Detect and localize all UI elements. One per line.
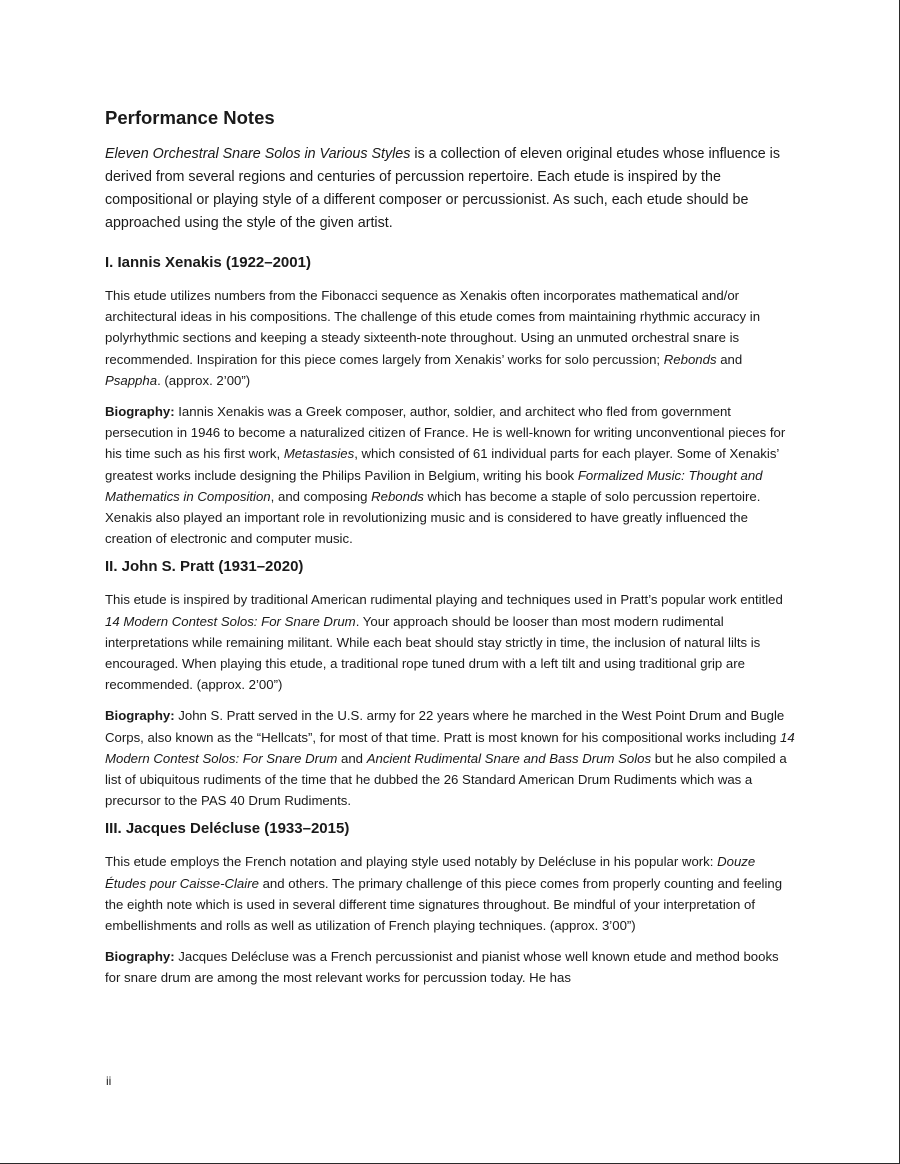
biography-label: Biography: [105,708,175,724]
page-content [105,104,795,995]
page-title: Performance Notes [105,107,275,128]
biography-label: Biography: [105,949,175,965]
section-heading: II. John S. Pratt (1931–2020) [105,558,304,576]
biography-paragraph: Biography: Iannis Xenakis was a Greek composer, author, soldier, and architect who fled from government persecution in 1946 to become a naturalized citizen of France. He is well-known for writing unconventional pieces for his time such as his first work, Metastasies, which consisted of 61 individual parts for each player. Some of Xenakis’ greatest works include designing the Philips Pavilion in Belgium, writing his book Formalized Music: Thought and Mathematics in Composition, and composing Rebonds which has become a staple of solo percussion repertoire. Xenakis also played an important role in revolutionizing music and is considered to have greatly influenced the creation of electronic and computer music. [105,404,786,547]
biography-paragraph: Biography: John S. Pratt served in the U.S. army for 22 years where he marched in the West Point Drum and Bugle Corps, also known as the “Hellcats”, for most of that time. Pratt is most known for his compositional works including 14 Modern Contest Solos: For Snare Drum and Ancient Rudimental Snare and Bass Drum Solos but he also compiled a list of ubiquitous rudiments of the time that he dubbed the 26 Standard American Drum Rudiments which was a precursor to the PAS 40 Drum Rudiments. [105,708,795,809]
section-heading: I. Iannis Xenakis (1922–2001) [105,254,311,271]
biography-paragraph: Biography: Jacques Delécluse was a French percussionist and pianist whose well known etude and method books for snare drum are among the most relevant works for percussion today. He has [105,949,779,986]
intro-paragraph: Eleven Orchestral Snare Solos in Various Styles is a collection of eleven original etudes whose influence is derived from several regions and centuries of percussion repertoire. Each etude is inspired by the compositional or playing style of a different composer or percussionist. As such, each etude should be approached using the style of the given artist. [105,146,780,231]
etude-description: This etude is inspired by traditional American rudimental playing and techniques used in Pratt’s popular work entitled 14 Modern Contest Solos: For Snare Drum. Your approach should be looser than most modern rudimental interpretations while remaining militant. While each beat should stay strictly in time, the inclusion of natural lilts is encouraged. When playing this etude, a traditional rope tuned drum with a left tilt and using traditional grip are recommended. (approx. 2’00”) [105,592,783,693]
etude-description: This etude utilizes numbers from the Fibonacci sequence as Xenakis often incorporates mathematical and/or architectural ideas in his compositions. The challenge of this etude comes from maintaining rhythmic accuracy in polyrhythmic sections and keeping a steady sixteenth-note throughout. Using an unmuted orchestral snare is recommended. Inspiration for this piece comes largely from Xenakis’ works for solo percussion; Rebonds and Psappha. (approx. 2’00”) [105,288,761,388]
intro-section [105,143,795,235]
section-pratt [105,555,795,811]
section-delecluse [105,817,795,988]
page-number: ii [106,1074,112,1088]
collection-title: Eleven Orchestral Snare Solos in Various Styles [105,146,411,162]
biography-label: Biography: [105,404,175,420]
etude-description: This etude employs the French notation and playing style used notably by Delécluse in his popular work: Douze Études pour Caisse-Claire and others. The primary challenge of this piece comes from properly counting and feeling the eighth note which is used in several different time signatures throughout. Be mindful of your interpretation of embellishments and rolls as well as utilization of French playing techniques. (approx. 3’00”) [105,854,783,934]
section-heading: III. Jacques Delécluse (1933–2015) [105,820,350,838]
section-xenakis [105,251,795,549]
